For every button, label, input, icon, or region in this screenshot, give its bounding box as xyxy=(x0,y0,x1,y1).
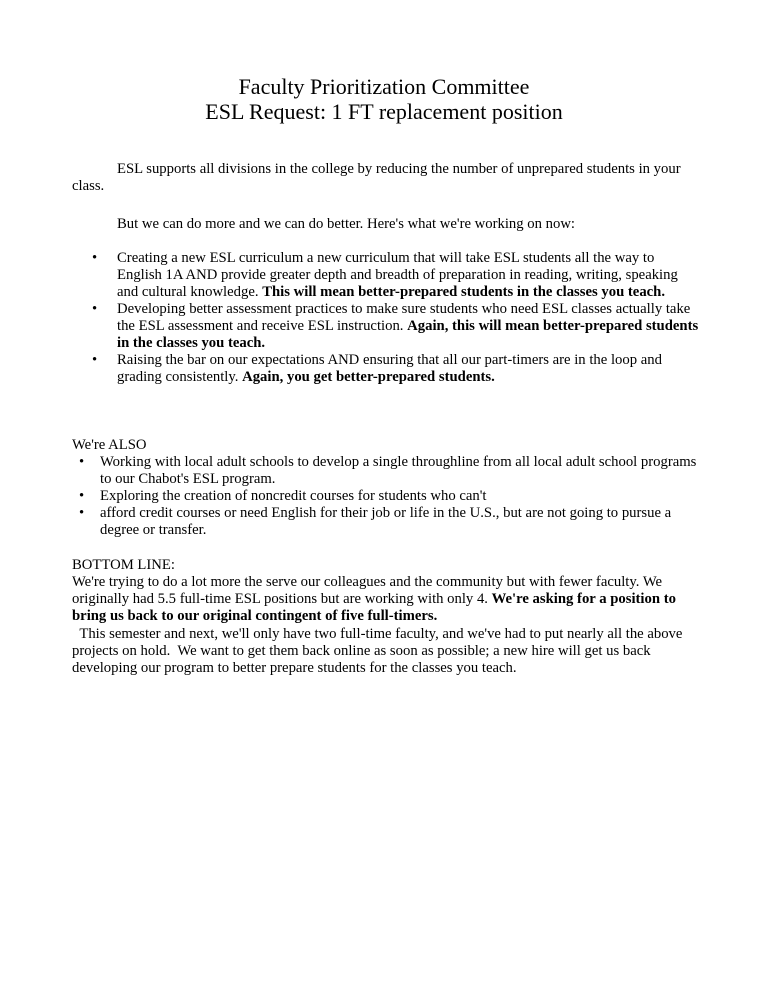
intro-paragraph xyxy=(72,161,702,195)
list-item-text: afford credit courses or need English for their job or life in the U.S., but are not going to pursue a degree or transfer. xyxy=(100,505,672,538)
list-item xyxy=(72,301,702,352)
list-item xyxy=(72,488,702,505)
list-item-text: Working with local adult schools to develop a single throughline from all local adult school programs to our Chabot's ESL program. xyxy=(100,454,697,487)
list-item xyxy=(72,454,702,488)
list-item xyxy=(72,352,702,386)
list-item xyxy=(72,505,702,539)
list-item-emphasis: Again, you get better-prepared students. xyxy=(242,369,495,385)
list-item-text: Exploring the creation of noncredit courses for students who can't xyxy=(100,488,487,504)
bullet-icon: • xyxy=(92,301,98,317)
document-title xyxy=(0,74,768,124)
list-item-text: Raising the bar on our expectations AND ensuring that all our part-timers are in the loop and grading consistently. xyxy=(117,352,662,385)
list-item-text: Developing better assessment practices to make sure students who need ESL classes actually take the ESL assessment and receive ESL instruction. xyxy=(117,301,691,334)
list-item-emphasis: Again, this will mean better-prepared students in the classes you teach. xyxy=(117,318,699,351)
working-on-text: But we can do more and we can do better. Here's what we're working on now: xyxy=(117,216,576,232)
list-item xyxy=(72,250,702,301)
title-line-2: ESL Request: 1 FT replacement position xyxy=(205,99,563,124)
list-item-emphasis: This will mean better-prepared students in the classes you teach. xyxy=(262,284,666,300)
bullet-icon: • xyxy=(92,352,98,368)
current-work-list xyxy=(72,250,702,386)
closing-paragraph: This semester and next, we'll only have two full-time faculty, and we've had to put nearly all the above projects on hold. We want to get them back online as soon as possible; a new hire will get us back developing our program to better prepare students for the classes you teach. xyxy=(72,626,687,676)
title-line-1: Faculty Prioritization Committee xyxy=(238,74,530,99)
closing-section xyxy=(72,626,702,677)
bottom-line-text: We're trying to do a lot more the serve our colleagues and the community but with fewer faculty. We originally had 5.5 full-time ESL positions but are working with only 4. xyxy=(72,574,663,607)
bullet-icon: • xyxy=(79,505,85,521)
intro-text: ESL supports all divisions in the college by reducing the number of unprepared students in your class. xyxy=(72,161,681,194)
bullet-icon: • xyxy=(79,454,85,470)
list-item-text: Creating a new ESL curriculum a new curriculum that will take ESL students all the way to English 1A AND provide greater depth and breadth of preparation in reading, writing, speaking and cultural knowledge. xyxy=(117,250,678,300)
working-on-paragraph xyxy=(117,216,717,233)
bottom-line-section xyxy=(72,557,702,625)
also-section xyxy=(72,437,702,539)
bullet-icon: • xyxy=(92,250,98,266)
bottom-line-heading: BOTTOM LINE: xyxy=(72,557,175,573)
bullet-icon: • xyxy=(79,488,85,504)
bottom-line-paragraph xyxy=(72,574,702,625)
also-heading: We're ALSO xyxy=(72,437,147,453)
bottom-line-emphasis: We're asking for a position to bring us back to our original contingent of five full-timers. xyxy=(72,591,676,624)
